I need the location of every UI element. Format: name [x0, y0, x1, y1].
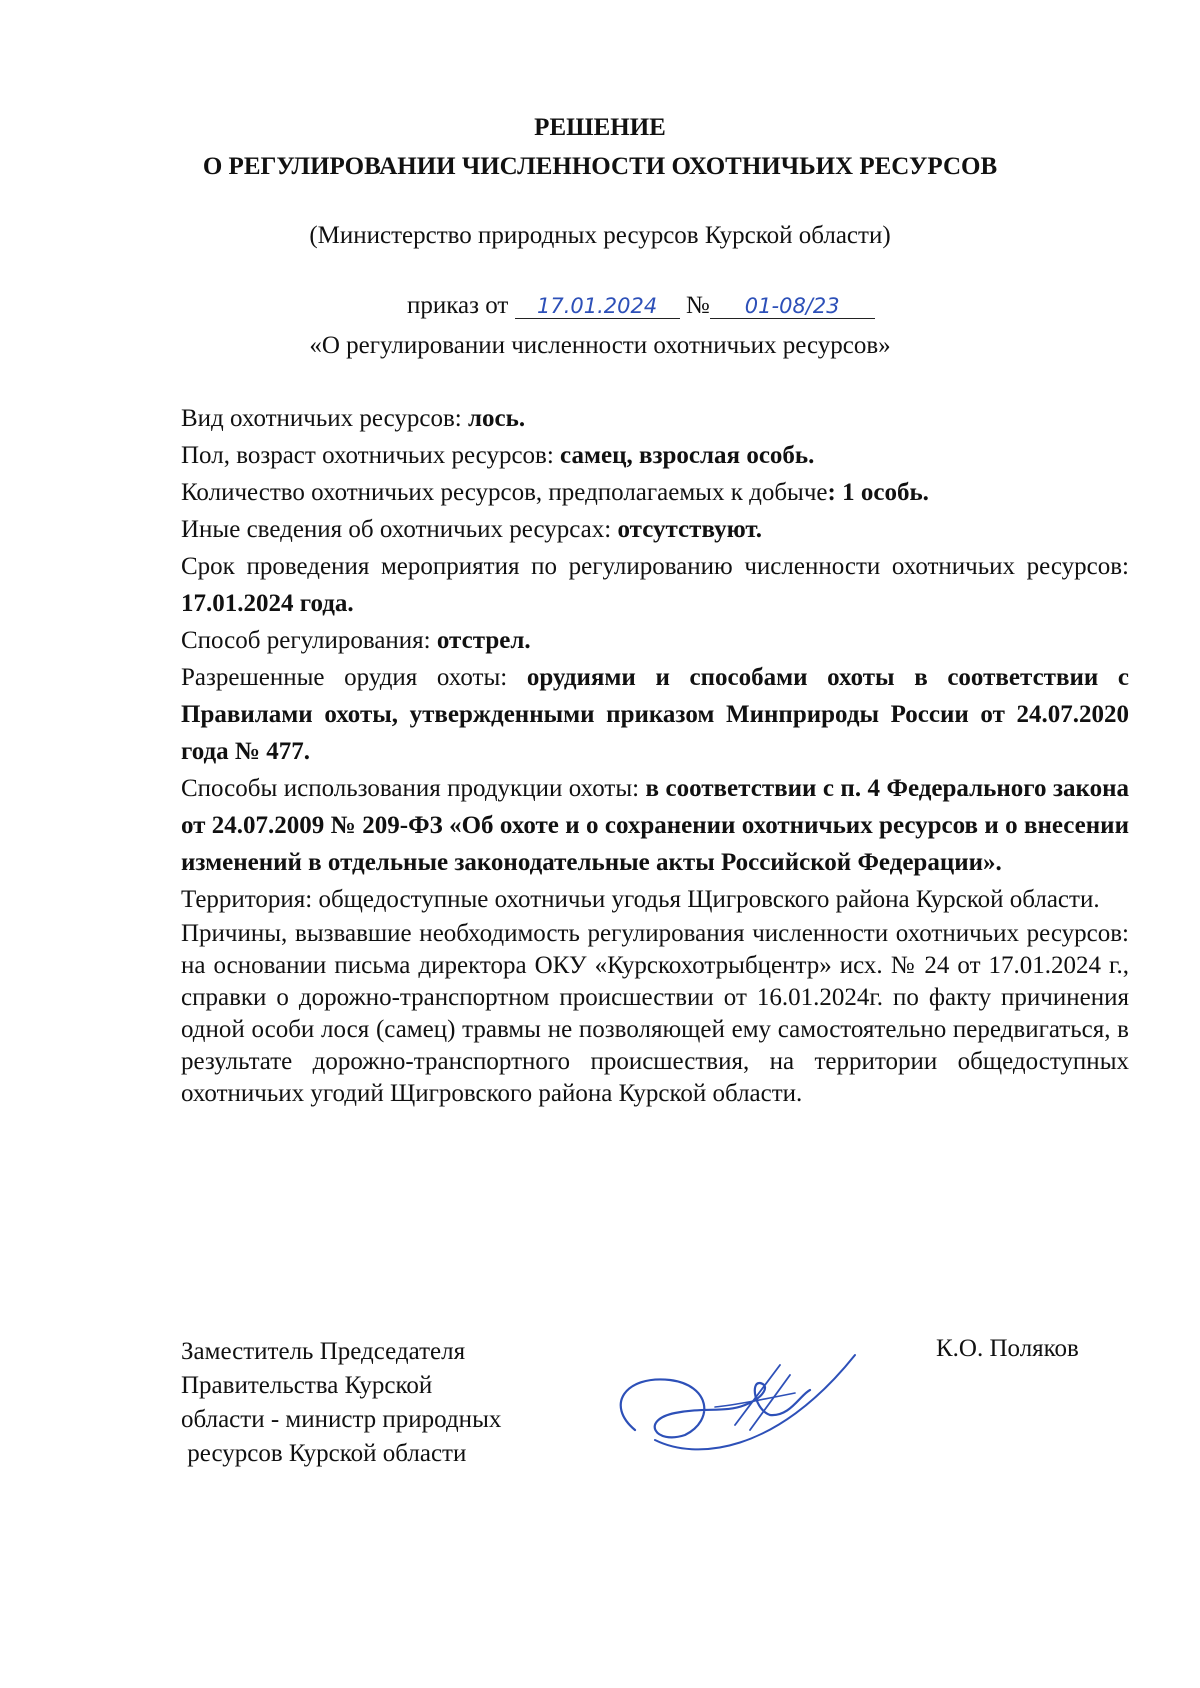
field-row: Иные сведения об охотничьих ресурсах: отсутствуют. — [181, 516, 763, 543]
field-row: Способ регулирования: отстрел. — [181, 627, 531, 654]
field-row: Способы использования продукции охоты: в соответствии с п. 4 Федерального закона от 24.07.2009 № 209-ФЗ «Об охоте и о сохранении охотничьих ресурсов и о внесении изменений в отдельные законодательные акты Российской Федерации». — [181, 775, 1129, 876]
order-number-label: № — [685, 292, 710, 319]
field-row: Территория: общедоступные охотничьи угодья Щигровского района Курской области. — [181, 886, 1100, 913]
signer-name: К.О. Поляков — [936, 1335, 1079, 1362]
document-title: РЕШЕНИЕ — [534, 114, 666, 141]
document-body — [181, 400, 1129, 1113]
field-row: Срок проведения мероприятия по регулированию численности охотничьих ресурсов: 17.01.2024 года. — [181, 553, 1129, 617]
reasons-paragraph: Причины, вызвавшие необходимость регулирования численности охотничьих ресурсов: на основании письма директора ОКУ «Курскохотрыбцентр» исх. № 24 от 17.01.2024 г., справки о дорожно-транспортном происшествии от 16.01.2024г. по факту причинения одной особи лося (самец) травмы не позволяющей ему самостоятельно передвигаться, в результате дорожно-транспортного происшествия, на территории общедоступных охотничьих угодий Щигровского района Курской области. — [181, 920, 1129, 1107]
handwritten-signature — [595, 1335, 875, 1475]
order-date-handwritten: 17.01.2024 — [515, 294, 680, 319]
document-subtitle: О РЕГУЛИРОВАНИИ ЧИСЛЕННОСТИ ОХОТНИЧЬИХ РЕСУРСОВ — [202, 153, 998, 180]
order-number-handwritten: 01-08/23 — [710, 294, 875, 319]
field-row: Пол, возраст охотничьих ресурсов: самец, взрослая особь. — [181, 442, 815, 469]
order-prefix: приказ от — [407, 292, 509, 319]
order-title: «О регулировании численности охотничьих ресурсов» — [309, 332, 891, 359]
order-reference — [407, 292, 875, 320]
field-row: Разрешенные орудия охоты: орудиями и способами охоты в соответствии с Правилами охоты, утвержденными приказом Минприроды России от 24.07.2020 года № 477. — [181, 664, 1129, 765]
signer-position: Заместитель Председателя Правительства Курской области - министр природных ресурсов Курской области — [181, 1338, 502, 1467]
issuing-authority: (Министерство природных ресурсов Курской области) — [309, 222, 891, 249]
field-row: Количество охотничьих ресурсов, предполагаемых к добыче: 1 особь. — [181, 479, 929, 506]
field-row: Вид охотничьих ресурсов: лось. — [181, 405, 526, 432]
